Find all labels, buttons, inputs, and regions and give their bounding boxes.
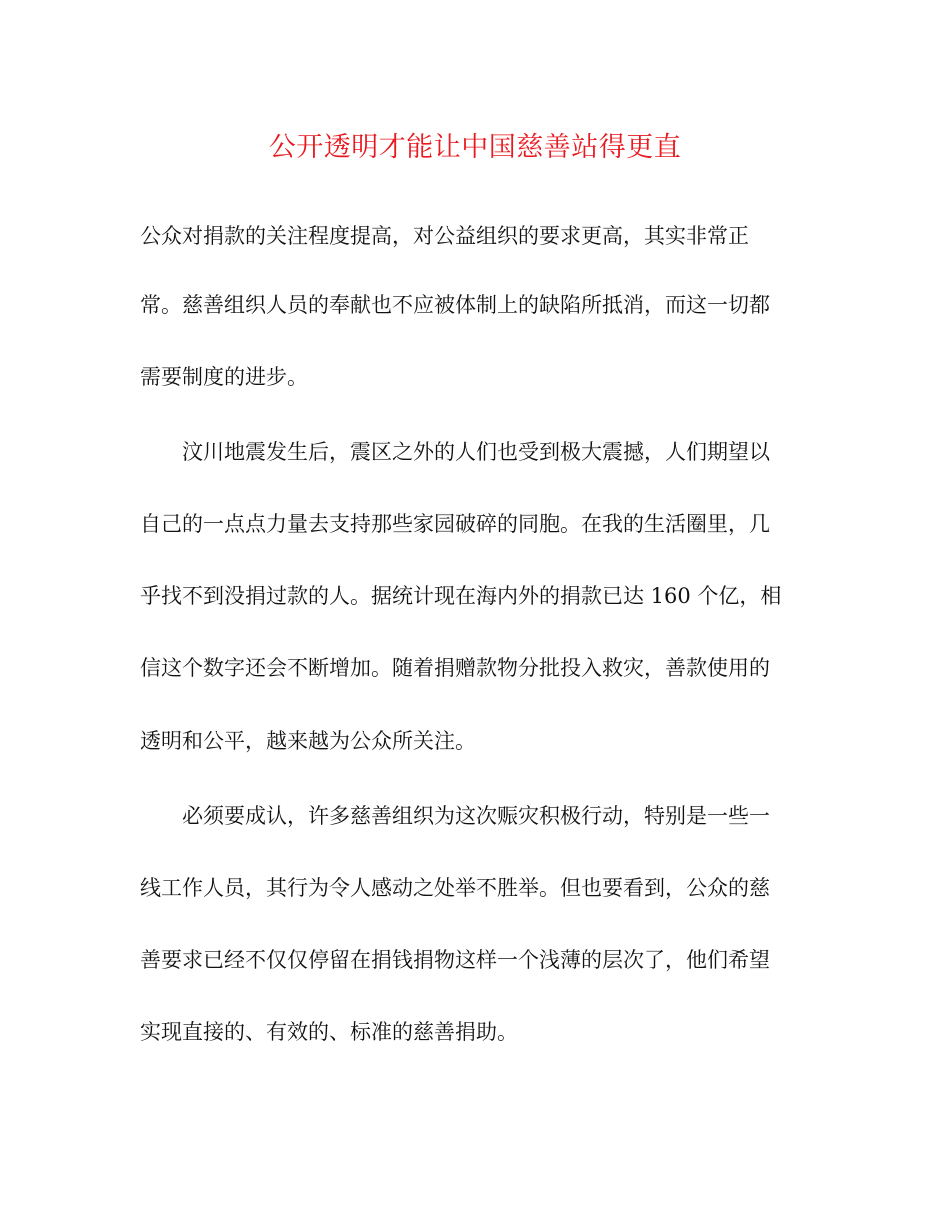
paragraph-2-line-2: 自己的一点点力量去支持那些家园破碎的同胞。在我的生活圈里，几 bbox=[140, 512, 770, 536]
paragraph-3-line-1: 必须要成认，许多慈善组织为这次赈灾积极行动，特别是一些一 bbox=[182, 804, 770, 828]
paragraph-2-line-4: 信这个数字还会不断增加。随着捐赠款物分批投入救灾，善款使用的 bbox=[140, 656, 770, 680]
paragraph-2-line-5: 透明和公平，越来越为公众所关注。 bbox=[140, 729, 476, 753]
paragraph-1-line-2: 常。慈善组织人员的奉献也不应被体制上的缺陷所抵消，而这一切都 bbox=[140, 293, 770, 317]
paragraph-1-line-1: 公众对捐款的关注程度提高，对公益组织的要求更高，其实非常正 bbox=[140, 224, 749, 248]
paragraph-1-line-3: 需要制度的进步。 bbox=[140, 365, 308, 389]
paragraph-2-line-3: 乎找不到没捐过款的人。据统计现在海内外的捐款已达 160 个亿，相 bbox=[140, 584, 782, 608]
paragraph-2-line-1: 汶川地震发生后，震区之外的人们也受到极大震撼，人们期望以 bbox=[182, 440, 770, 464]
document-title: 公开透明才能让中国慈善站得更直 bbox=[268, 132, 682, 163]
paragraph-3-line-4: 实现直接的、有效的、标准的慈善捐助。 bbox=[140, 1020, 518, 1044]
paragraph-3-line-3: 善要求已经不仅仅停留在捐钱捐物这样一个浅薄的层次了，他们希望 bbox=[140, 948, 770, 972]
paragraph-3-line-2: 线工作人员，其行为令人感动之处举不胜举。但也要看到，公众的慈 bbox=[140, 876, 770, 900]
